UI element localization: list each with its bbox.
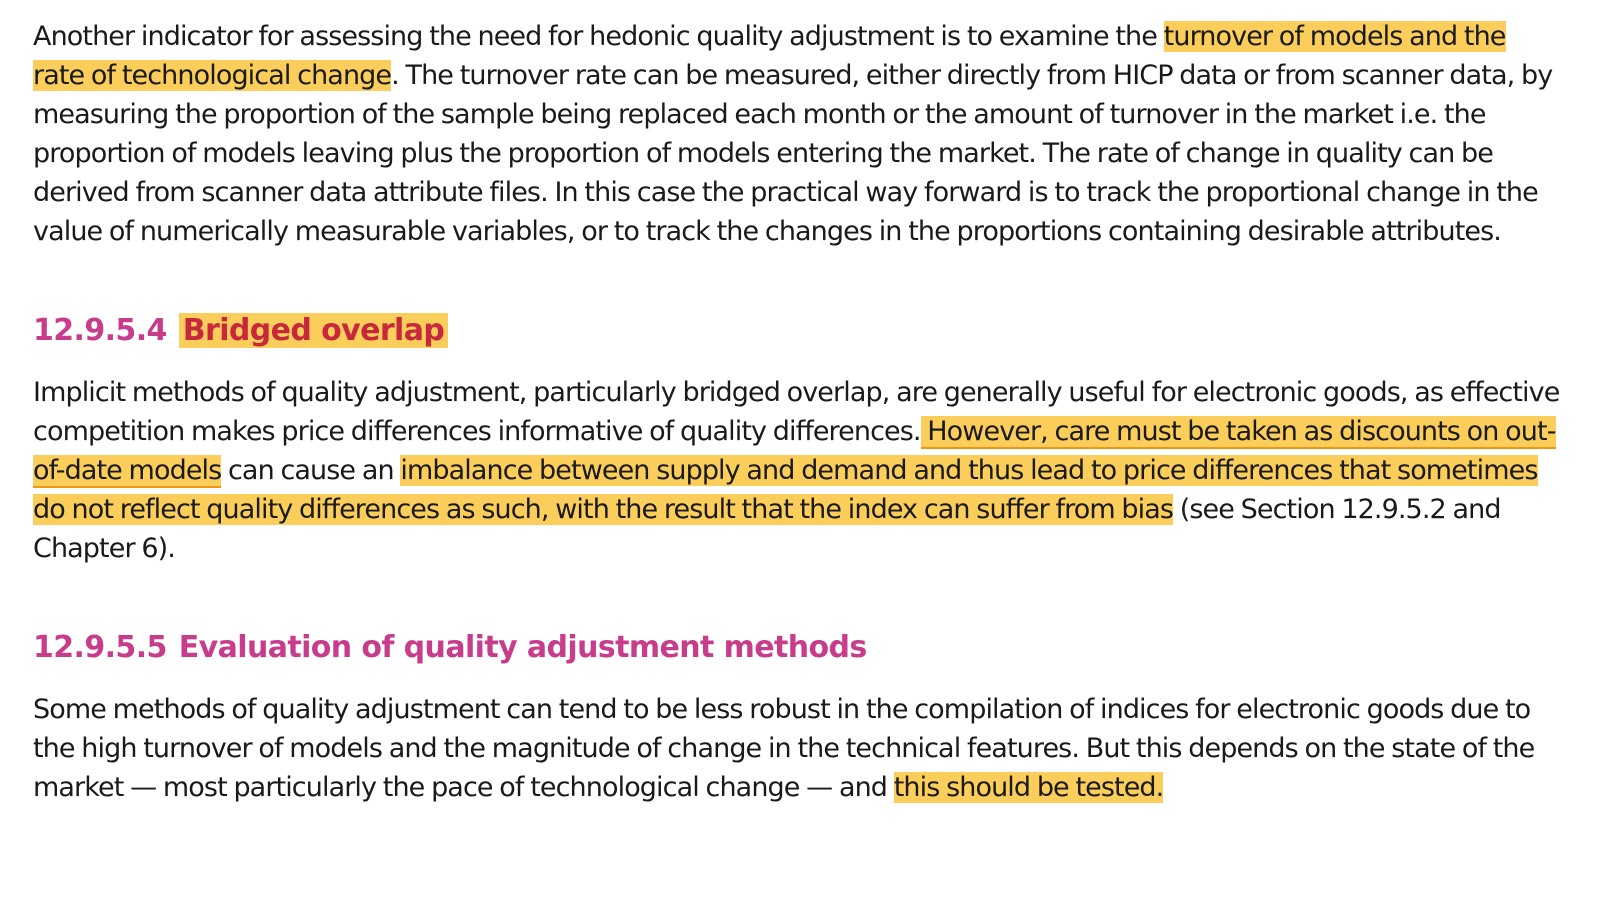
bridged-text-end: (see Section 12.9.5.2 and Chapter 6). <box>33 494 1501 564</box>
heading-evaluation <box>33 626 1563 670</box>
evaluation-text-start: Some methods of quality adjustment can tend to be less robust in the compilation of indices for electronic goods due to the high turnover of models and the magnitude of change in the technical features. But this depends on the state of the market — most particularly the pace of technological change — and <box>33 694 1535 803</box>
intro-text-start: Another indicator for assessing the need for hedonic quality adjustment is to examine the <box>33 21 1164 52</box>
evaluation-paragraph <box>33 690 1563 807</box>
bridged-text-middle: can cause an <box>221 455 401 486</box>
evaluation-highlight: this should be tested. <box>893 772 1164 803</box>
bridged-text-start: Implicit methods of quality adjustment, particularly bridged overlap, are generally useful for electronic goods, as effective competition makes price differences informative of quality differences. <box>33 377 1560 447</box>
bridged-overlap-paragraph <box>33 373 1563 568</box>
heading-bridged-overlap <box>33 309 1563 353</box>
bridged-highlight: imbalance between supply and demand and thus lead to price differences that sometimes do not reflect quality differences as such, with the result that the index can suffer from bias <box>33 455 1538 525</box>
heading-number: 12.9.5.4 <box>33 313 167 348</box>
document-page <box>33 14 1563 807</box>
heading-title: Evaluation of quality adjustment methods <box>178 630 867 665</box>
intro-highlight: turnover of models and the rate of technological change <box>33 21 1506 91</box>
heading-number: 12.9.5.5 <box>33 630 167 665</box>
bridged-highlight-underlined: However, care must be taken as discounts on out-of-date models <box>33 416 1556 486</box>
intro-paragraph <box>33 17 1563 251</box>
intro-text-end: . The turnover rate can be measured, either directly from HICP data or from scanner data, by measuring the proportion of the sample being replaced each month or the amount of turnover in the market i.e. the proportion of models leaving plus the proportion of models entering the market. The rate of change in quality can be derived from scanner data attribute files. In this case the practical way forward is to track the proportional change in the value of numerically measurable variables, or to track the changes in the proportions containing desirable attributes. <box>33 60 1553 247</box>
heading-title-highlighted: Bridged overlap <box>179 313 448 348</box>
